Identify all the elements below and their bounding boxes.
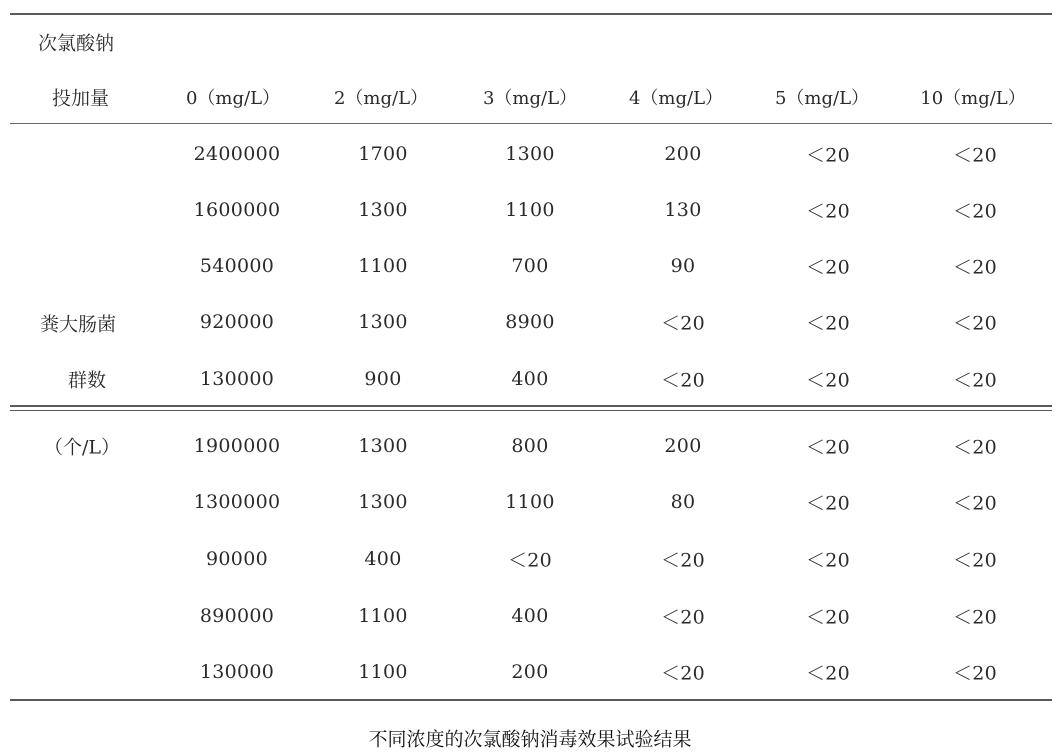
table-cell: ＜20 bbox=[805, 606, 851, 629]
header-rule bbox=[10, 123, 1052, 124]
table-cell: ＜20 bbox=[952, 549, 998, 572]
table-caption: 不同浓度的次氯酸钠消毒效果试验结果 bbox=[368, 728, 692, 751]
table-cell: 130000 bbox=[199, 661, 275, 683]
table-cell: ＜20 bbox=[952, 312, 998, 335]
table-cell: ＜20 bbox=[952, 436, 998, 459]
table-cell: 1300 bbox=[505, 143, 555, 165]
table-cell: 1900000 bbox=[193, 435, 281, 457]
table-cell: ＜20 bbox=[805, 369, 851, 392]
table-cell: 1100 bbox=[358, 661, 408, 683]
column-header: 0（mg/L） bbox=[185, 88, 281, 109]
table-cell: ＜20 bbox=[805, 144, 851, 167]
table-cell: ＜20 bbox=[952, 492, 998, 515]
table-cell: 1300 bbox=[358, 491, 408, 513]
column-header: 10（mg/L） bbox=[920, 88, 1026, 109]
table-cell: ＜20 bbox=[805, 200, 851, 223]
column-header: 2（mg/L） bbox=[333, 88, 429, 109]
table-cell: 1600000 bbox=[193, 199, 281, 221]
table-cell: 90000 bbox=[206, 548, 268, 570]
table-cell: ＜20 bbox=[805, 549, 851, 572]
table-cell: 130 bbox=[664, 199, 702, 221]
table-cell: ＜20 bbox=[805, 312, 851, 335]
table-cell: 1700 bbox=[358, 143, 408, 165]
header-label-line1: 次氯酸钠 bbox=[38, 32, 115, 55]
column-header: 4（mg/L） bbox=[628, 88, 724, 109]
table-cell: 1100 bbox=[358, 605, 408, 627]
table-cell: 400 bbox=[364, 548, 402, 570]
table-cell: ＜20 bbox=[805, 436, 851, 459]
table-bottom-rule bbox=[10, 699, 1052, 701]
table-top-rule bbox=[10, 13, 1052, 15]
table-cell: 1300 bbox=[358, 311, 408, 333]
table-cell: ＜20 bbox=[952, 144, 998, 167]
table-cell: 1300000 bbox=[193, 491, 281, 513]
table-cell: 1100 bbox=[358, 255, 408, 277]
table-cell: ＜20 bbox=[660, 662, 706, 685]
table-cell: ＜20 bbox=[660, 369, 706, 392]
row-label-line2: 群数 bbox=[68, 369, 107, 392]
table-cell: ＜20 bbox=[952, 200, 998, 223]
table-cell: 2400000 bbox=[193, 143, 281, 165]
table-cell: ＜20 bbox=[952, 606, 998, 629]
table-cell: 8900 bbox=[505, 311, 555, 333]
table-cell: 920000 bbox=[199, 311, 275, 333]
group-divider-rule bbox=[10, 410, 1052, 411]
column-header: 5（mg/L） bbox=[774, 88, 870, 109]
table-cell: 890000 bbox=[199, 605, 275, 627]
table-cell: 1300 bbox=[358, 435, 408, 457]
table-cell: 400 bbox=[511, 368, 549, 390]
table-cell: 90 bbox=[670, 255, 696, 277]
table-cell: ＜20 bbox=[952, 662, 998, 685]
table-cell: 80 bbox=[670, 491, 696, 513]
table-cell: 200 bbox=[664, 435, 702, 457]
table-cell: ＜20 bbox=[507, 549, 553, 572]
table-cell: ＜20 bbox=[660, 312, 706, 335]
table-cell: 800 bbox=[511, 435, 549, 457]
table-cell: ＜20 bbox=[660, 549, 706, 572]
column-header: 3（mg/L） bbox=[482, 88, 578, 109]
table-cell: ＜20 bbox=[805, 662, 851, 685]
table-cell: 400 bbox=[511, 605, 549, 627]
table-cell: 700 bbox=[511, 255, 549, 277]
table-cell: 200 bbox=[511, 661, 549, 683]
group-divider-rule bbox=[10, 405, 1052, 407]
table-cell: 1100 bbox=[505, 491, 555, 513]
table-cell: ＜20 bbox=[805, 256, 851, 279]
table-cell: 900 bbox=[364, 368, 402, 390]
table-cell: ＜20 bbox=[952, 256, 998, 279]
row-label-line1: 粪大肠菌 bbox=[40, 313, 117, 336]
table-cell: 540000 bbox=[199, 255, 275, 277]
row-label-line3: （个/L） bbox=[44, 436, 121, 459]
table-cell: ＜20 bbox=[660, 606, 706, 629]
table-cell: ＜20 bbox=[805, 492, 851, 515]
table-cell: 1300 bbox=[358, 199, 408, 221]
table-cell: 200 bbox=[664, 143, 702, 165]
table-cell: 1100 bbox=[505, 199, 555, 221]
table-cell: ＜20 bbox=[952, 369, 998, 392]
table-cell: 130000 bbox=[199, 368, 275, 390]
header-label-line2: 投加量 bbox=[52, 87, 110, 110]
